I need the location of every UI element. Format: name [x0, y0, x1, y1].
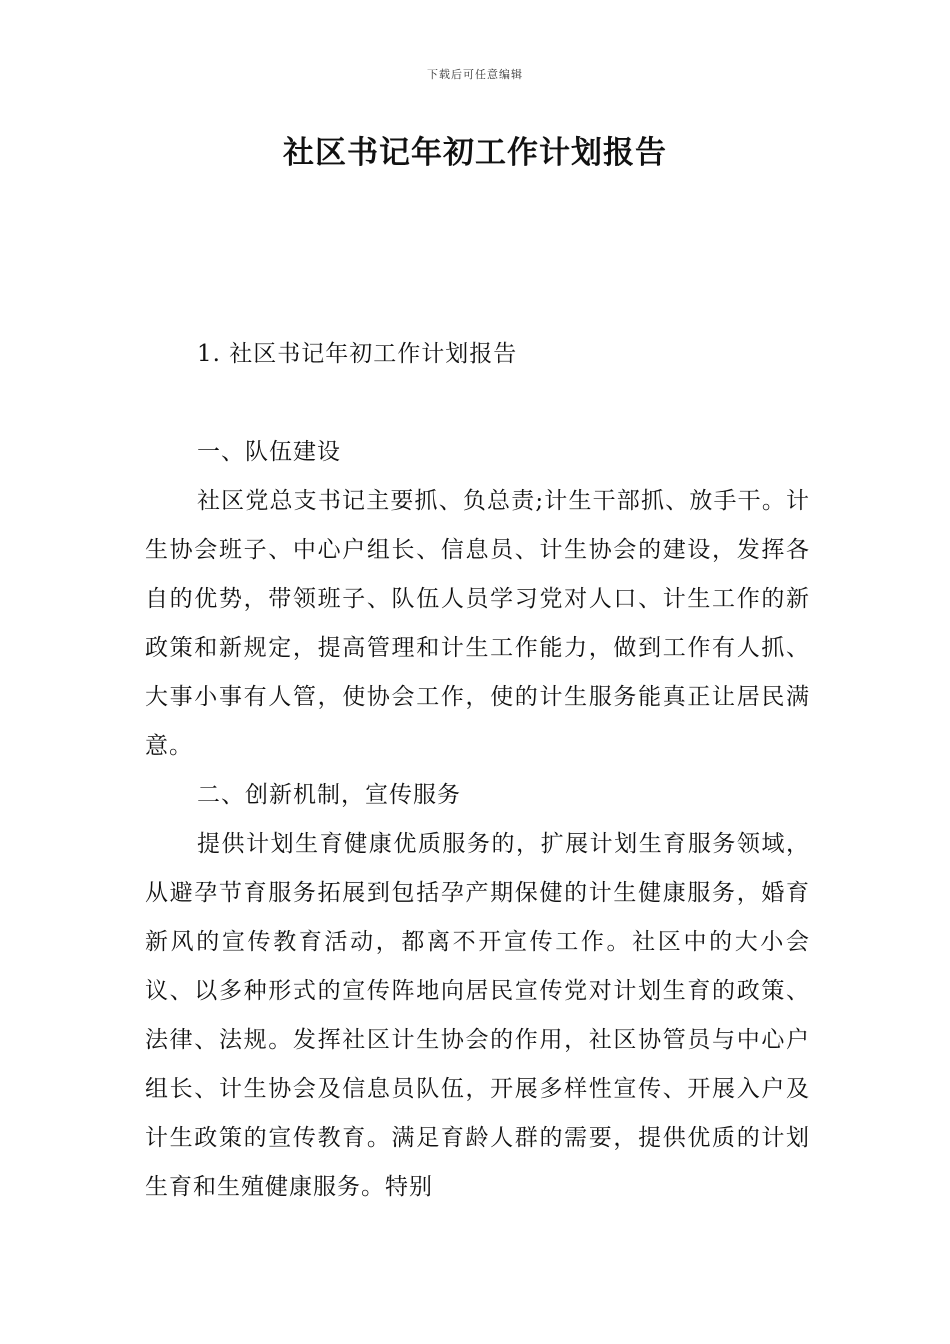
- document-body: [145, 330, 810, 1212]
- section-paragraph-team-building: 社区党总支书记主要抓、负总责;计生干部抓、放手干。计生协会班子、中心户组长、信息员、计生协会的建设，发挥各自的优势，带领班子、队伍人员学习党对人口、计生工作的新政策和新规定，提高管理和计生工作能力，做到工作有人抓、大事小事有人管，使协会工作，使的计生服务能真正让居民满意。: [145, 488, 810, 759]
- header-note: 下载后可任意编辑: [427, 68, 523, 81]
- section-heading-innovation: 二、创新机制，宣传服务: [197, 782, 461, 808]
- section-heading-team-building: 一、队伍建设: [197, 439, 341, 465]
- document-subtitle: 1. 社区书记年初工作计划报告: [197, 341, 518, 367]
- section-paragraph-innovation: 提供计划生育健康优质服务的，扩展计划生育服务领域，从避孕节育服务拓展到包括孕产期保健的计生健康服务，婚育新风的宣传教育活动，都离不开宣传工作。社区中的大小会议、以多种形式的宣传阵地向居民宣传党对计划生育的政策、法律、法规。发挥社区计生协会的作用，社区协管员与中心户组长、计生协会及信息员队伍，开展多样性宣传、开展入户及计生政策的宣传教育。满足育龄人群的需要，提供优质的计划生育和生殖健康服务。特别: [145, 831, 810, 1200]
- document-title: 社区书记年初工作计划报告: [283, 135, 667, 171]
